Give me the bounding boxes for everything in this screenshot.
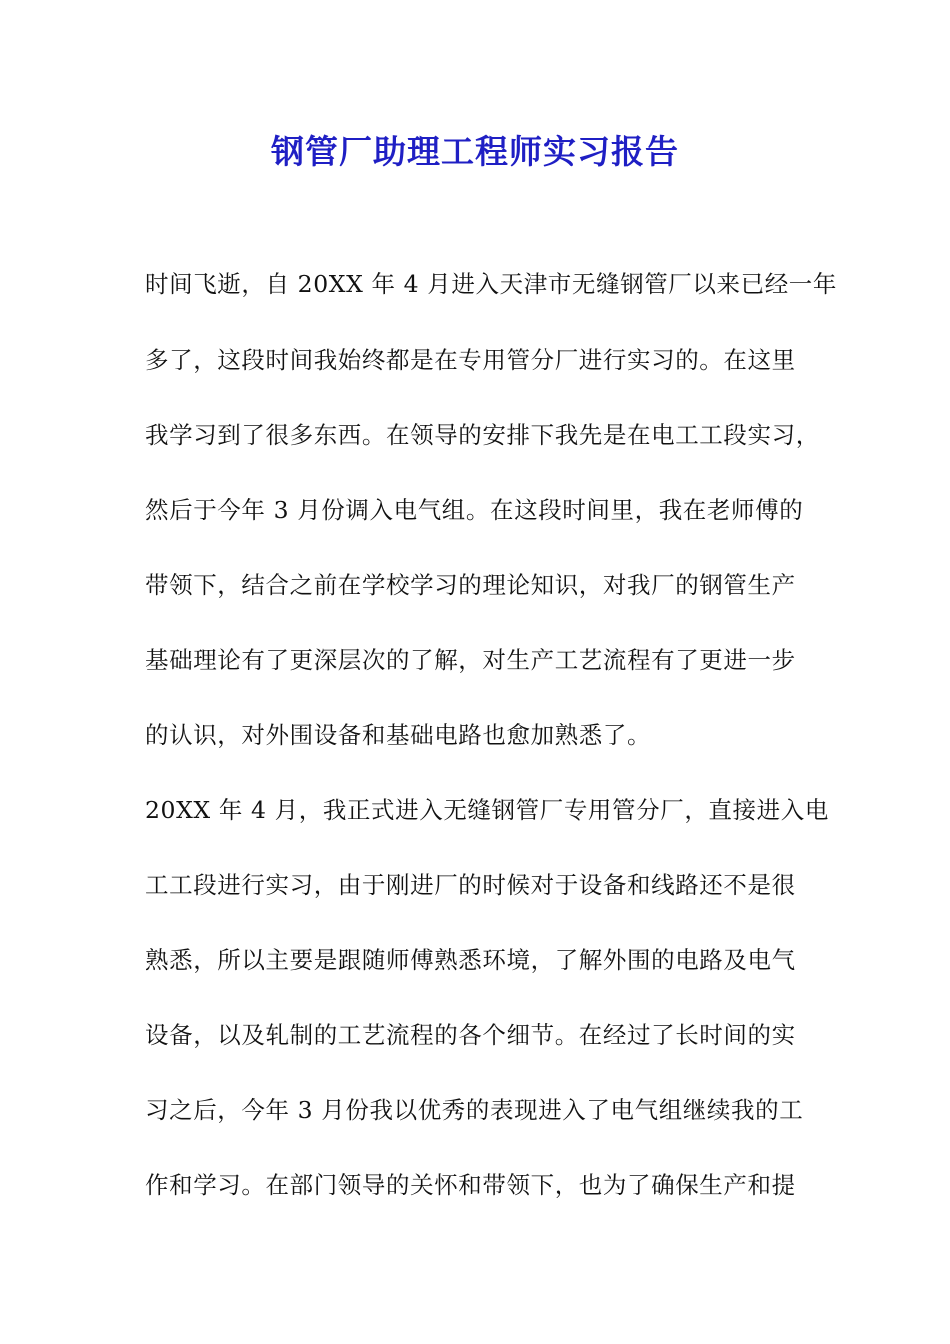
body-line: 熟悉，所以主要是跟随师傅熟悉环境，了解外围的电路及电气 xyxy=(145,946,796,974)
body-line: 时间飞逝，自 20XX 年 4 月进入天津市无缝钢管厂以来已经一年 xyxy=(145,270,837,298)
body-line: 我学习到了很多东西。在领导的安排下我先是在电工工段实习， xyxy=(145,421,820,449)
body-line: 工工段进行实习，由于刚进厂的时候对于设备和线路还不是很 xyxy=(145,871,796,899)
body-line: 20XX 年 4 月，我正式进入无缝钢管厂专用管分厂，直接进入电 xyxy=(145,796,829,824)
body-line: 的认识，对外围设备和基础电路也愈加熟悉了。 xyxy=(145,721,652,749)
body-line: 然后于今年 3 月份调入电气组。在这段时间里，我在老师傅的 xyxy=(145,496,804,524)
body-line: 设备，以及轧制的工艺流程的各个细节。在经过了长时间的实 xyxy=(145,1021,796,1049)
body-line: 作和学习。在部门领导的关怀和带领下，也为了确保生产和提 xyxy=(145,1171,796,1199)
body-line: 习之后，今年 3 月份我以优秀的表现进入了电气组继续我的工 xyxy=(145,1096,804,1124)
body-line: 多了，这段时间我始终都是在专用管分厂进行实习的。在这里 xyxy=(145,346,796,374)
document-title: 钢管厂助理工程师实习报告 xyxy=(271,132,679,171)
body-line: 基础理论有了更深层次的了解，对生产工艺流程有了更进一步 xyxy=(145,646,796,674)
body-line: 带领下，结合之前在学校学习的理论知识，对我厂的钢管生产 xyxy=(145,571,796,599)
